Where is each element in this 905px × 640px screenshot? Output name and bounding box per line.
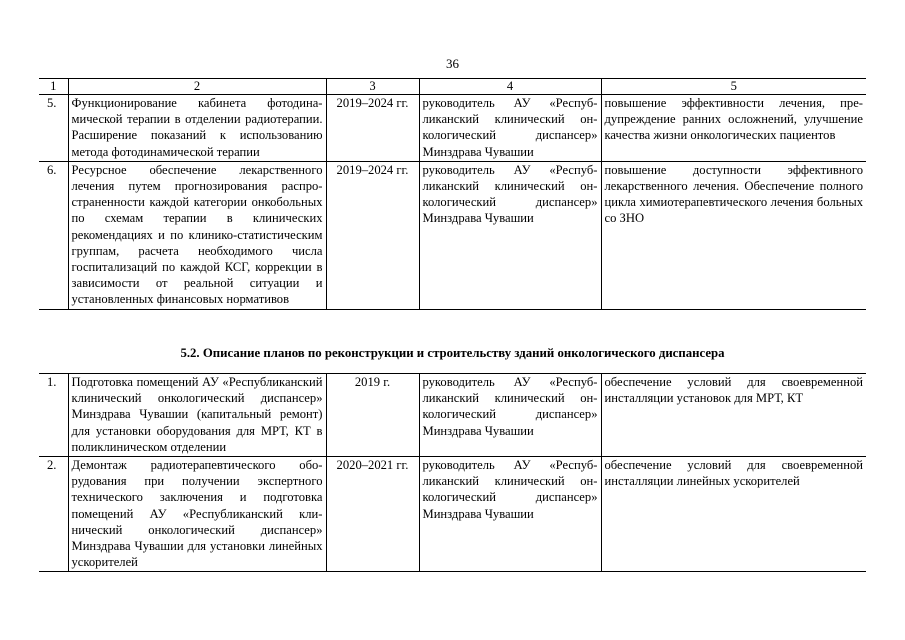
measure-description: Подготовка помещений АУ «Республиканский клинический онкологический диспансер» Минздрава Чувашии (капитальный ремонт) для установки оборудования для МРТ, КТ в поликлиническом отделении (68, 374, 326, 457)
measure-period: 2019 г. (326, 374, 419, 457)
section-title: 5.2. Описание планов по реконструкции и строительству зданий онкологического диспансера (180, 346, 725, 360)
measure-description: Ресурсное обеспечение лекарственного лечения путем прогнозирования распространенности каждой категории онкобольных по схемам терапии в клинических рекомендациях и по клинико-статистическим группам, расчета необходимого числа госпитализаций по каждой КСГ, коррекции в зависимости от реальной ситуации и установленных финансовых нормативов (68, 161, 326, 309)
measure-responsible: руководитель АУ «Республиканский клинический онкологический диспансер» Минздрава Чувашии (419, 95, 601, 162)
measure-period: 2019–2024 гг. (326, 95, 419, 162)
row-number: 1. (39, 374, 68, 457)
measure-result: обеспечение условий для своевременной инсталляции линейных ускорителей (601, 457, 866, 572)
table-row (39, 95, 866, 162)
reconstruction-table (39, 373, 866, 572)
page-number: 36 (446, 56, 459, 71)
measure-period: 2020–2021 гг. (326, 457, 419, 572)
row-number: 6. (39, 161, 68, 309)
measure-description: Функционирование кабинета фотодинамической терапии в отделении радиотерапии. Расширение показаний к использованию метода фотодинамической терапии (68, 95, 326, 162)
measure-responsible: руководитель АУ «Республиканский клинический онкологический диспансер» Минздрава Чувашии (419, 457, 601, 572)
measure-description: Демонтаж радиотерапевтического оборудования при получении экспертного технического заключения и подготовка помещений АУ «Республиканский клинический онкологический диспансер» Минздрава Чувашии для установки линейных ускорителей (68, 457, 326, 572)
table-row (39, 161, 866, 309)
table-row (39, 457, 866, 572)
measure-result: повышение доступности эффективного лекарственного лечения. Обеспечение полного цикла химиотерапевтического лечения больных со ЗНО (601, 161, 866, 309)
table-row (39, 374, 866, 457)
measures-table (39, 78, 866, 310)
header-cell-1: 1 (39, 79, 68, 95)
row-number: 2. (39, 457, 68, 572)
measure-responsible: руководитель АУ «Республиканский клинический онкологический диспансер» Минздрава Чувашии (419, 374, 601, 457)
measure-period: 2019–2024 гг. (326, 161, 419, 309)
header-cell-5: 5 (601, 79, 866, 95)
row-number: 5. (39, 95, 68, 162)
measure-result: повышение эффективности лечения, предупреждение ранних осложнений, улучшение качества жизни онкологических пациентов (601, 95, 866, 162)
header-cell-3: 3 (326, 79, 419, 95)
measure-responsible: руководитель АУ «Республиканский клинический онкологический диспансер» Минздрава Чувашии (419, 161, 601, 309)
header-cell-4: 4 (419, 79, 601, 95)
measure-result: обеспечение условий для своевременной инсталляции установок для МРТ, КТ (601, 374, 866, 457)
table-header-row (39, 79, 866, 95)
header-cell-2: 2 (68, 79, 326, 95)
